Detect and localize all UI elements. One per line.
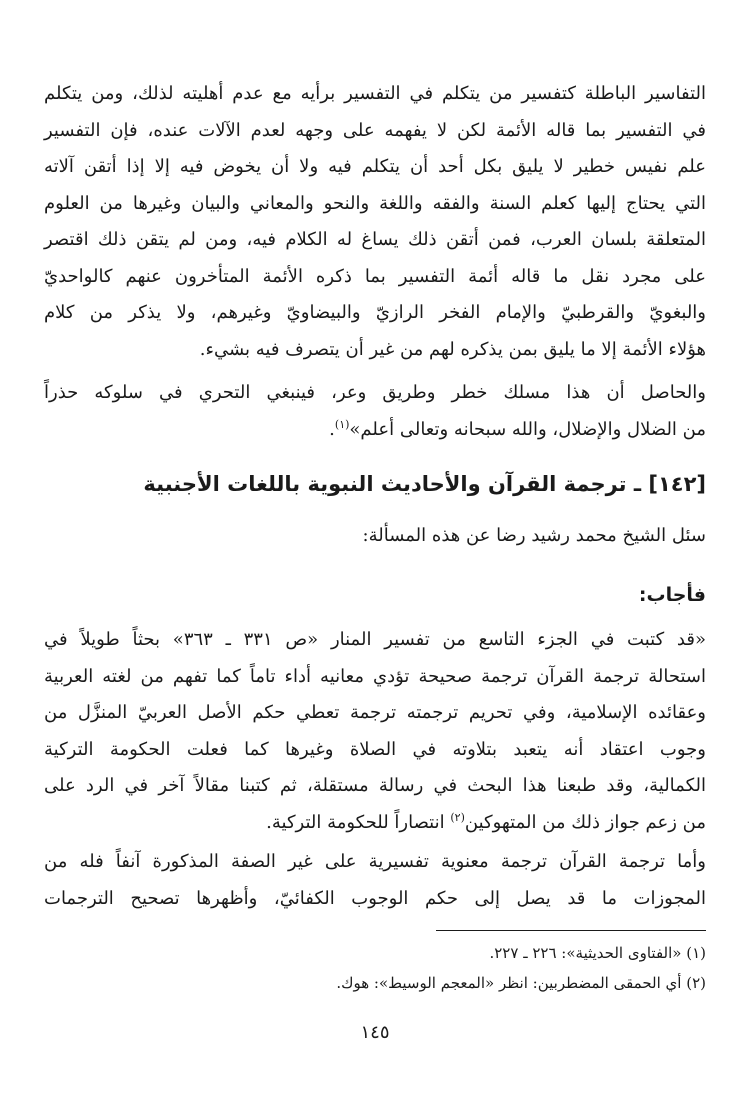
text-segment: انتصاراً للحكومة التركية.	[266, 811, 451, 833]
text-line: علم نفيس خطير لا يليق بكل أحد أن يتكلم فيه ولا أن يخوض فيه إلا إذا أتقن آلاته	[44, 156, 707, 177]
footnote-ref-1: (١)	[334, 417, 350, 431]
text-line	[44, 412, 706, 449]
text-line: والحاصل أن هذا مسلك خطر وطريق وعر، فينبغي التحري في سلوكه حذراً	[44, 382, 706, 403]
text-line: والبغويّ والقرطبيّ والإمام الفخر الرازيّ والبيضاويّ وغيرهم، ولا يذكر من كلام	[44, 302, 706, 323]
text-segment: من الضلال والإضلال، والله سبحانه وتعالى أعلم»	[349, 418, 706, 440]
text-line: هؤلاء الأئمة إلا ما يليق بمن يذكره لهم من غير أن يتصرف فيه بشيء.	[199, 338, 706, 360]
paragraph-answer	[44, 622, 706, 841]
text-line: في التفسير بما قاله الأئمة لكن لا يفهمه على وجهه لعدم الآلات عنده، فإن التفسير	[44, 119, 706, 141]
text-line: وأما ترجمة القرآن ترجمة معنوية تفسيرية على غير الصفة المذكورة آنفاً فله من	[44, 851, 706, 872]
text-line: المتعلقة بلسان العرب، فمن أتقن ذلك يساغ له الكلام فيه، ومن لم يتقن ذلك اقتصر	[44, 229, 706, 250]
footnote-divider	[436, 930, 706, 931]
footnote-1: (١) «الفتاوى الحديثية»: ٢٢٦ ـ ٢٢٧.	[489, 944, 706, 962]
text-line: الكمالية، وقد طبعنا هذا البحث في رسالة مستقلة، ثم كتبنا مقالاً آخر في الرد على	[44, 775, 706, 796]
section-heading: [١٤٢] ـ ترجمة القرآن والأحاديث النبوية باللغات الأجنبية	[143, 472, 706, 496]
text-line: على مجرد نقل ما قاله أئمة التفسير بما ذكره الأئمة المتأخرون عنهم كالواحديّ	[44, 265, 706, 287]
paragraph-conclusion	[44, 375, 706, 448]
text-segment: من زعم جواز ذلك من المتهوكين	[464, 811, 706, 833]
text-line: التي يحتاج إليها كعلم السنة والفقه واللغة والنحو والمعاني والبيان وغيرها من العلوم	[44, 192, 706, 214]
footnote-ref-2: (٢)	[450, 810, 465, 824]
text-segment: .	[329, 418, 335, 440]
paragraph-translation	[44, 844, 706, 917]
question-line: سئل الشيخ محمد رشيد رضا عن هذه المسألة:	[362, 525, 706, 546]
text-line: استحالة ترجمة القرآن ترجمة صحيحة تؤدي معانيه أداء تاماً كما تفهم من لغته العربية	[44, 665, 706, 687]
text-line	[44, 805, 706, 842]
page-number: ١٤٥	[360, 1022, 390, 1043]
text-line: وعقائده الإسلامية، وفي تحريم ترجمته ترجمة تعطي حكم الأصل العربيّ المنزَّل من	[44, 702, 706, 723]
footnote-2: (٢) أي الحمقى المضطربين: انظر «المعجم الوسيط»: هوك.	[336, 974, 706, 992]
text-line: التفاسير الباطلة كتفسير من يتكلم في التفسير برأيه مع عدم أهليته لذلك، ومن يتكلم	[44, 83, 706, 104]
answer-label: فأجاب:	[638, 584, 706, 606]
paragraph-tafsir	[44, 76, 706, 368]
text-line: المجوزات ما قد يصل إلى حكم الوجوب الكفائيّ، وأظهرها تصحيح الترجمات	[44, 887, 706, 909]
text-line: وجوب اعتقاد أنه يتعبد بتلاوته في الصلاة وغيرها كما فعلت الحكومة التركية	[44, 738, 706, 760]
text-line: «قد كتبت في الجزء التاسع من تفسير المنار «ص ٣٣١ ـ ٣٦٣» بحثاً طويلاً في	[44, 629, 706, 650]
